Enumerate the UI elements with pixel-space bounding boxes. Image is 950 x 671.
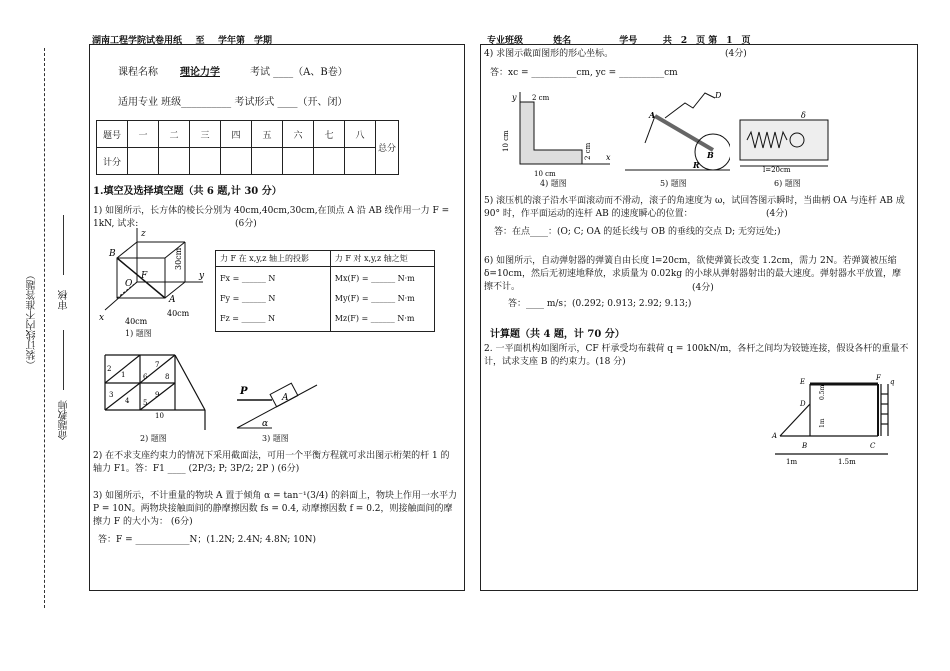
force-h1: 力 F 在 x,y,z 轴上的投影	[216, 251, 331, 267]
svg-text:α: α	[262, 419, 269, 429]
svg-text:z: z	[141, 229, 146, 239]
truss-num-9: 10	[155, 412, 164, 420]
score-h5: 五	[252, 121, 283, 148]
fig4-dim-0: 2 cm	[532, 94, 550, 102]
score-h3: 三	[190, 121, 221, 148]
q3-text: 3) 如图所示，不计重量的物块 A 置于倾角 α = tan⁻¹(3/4) 的斜面上，物块上作用一水平力 P = 10N。两物块接触面间的静摩擦因数 fs = 0.4, 动摩擦因数 f = 0.2，则接触面间的摩擦力 F 的大小为： (6分)	[93, 491, 458, 527]
binding-line-label: （装订线内不准答题）	[27, 270, 38, 370]
fig1-dim-1: 40cm	[167, 309, 190, 318]
score-h7: 七	[314, 121, 345, 148]
fig5-mechanism	[625, 88, 730, 180]
mz-answer[interactable]: Mz(F) = ______ N·m	[334, 314, 415, 323]
score-cell[interactable]	[345, 148, 376, 175]
fig7-label-1: F	[876, 374, 881, 382]
q2-text: 2) 在不求支座约束力的情况下采用截面法，可用一个平衡方程就可求出图示桁架的杆 1 的轴力 F1。答：F1 ____ (2P/3; P; 3P/2; 2P ) (6分)	[93, 451, 450, 474]
fig7-label-10: 1.5m	[838, 458, 856, 466]
truss-num-2: 3	[109, 391, 114, 399]
course-name: 理论力学	[180, 67, 220, 78]
setter-line	[63, 330, 64, 390]
svg-text:y: y	[199, 271, 205, 281]
score-cell[interactable]	[221, 148, 252, 175]
fig7-label-6: C	[870, 442, 876, 450]
score-cell[interactable]	[159, 148, 190, 175]
svg-text:A: A	[649, 110, 656, 120]
fig4-dim-1: 10 cm	[502, 130, 510, 152]
fig7-label-9: 1m	[786, 458, 798, 466]
major-line: 适用专业 班级__________ 考试形式 ____（开、闭）	[118, 97, 348, 108]
score-table	[96, 120, 399, 175]
score-total: 总分	[376, 121, 399, 175]
q5-answer[interactable]: 答：在点____：(O; C; OA 的延长线与 OB 的垂线的交点 D; 无穷远处;)	[494, 227, 781, 237]
c2-text: 2. 一平面机构如图所示，CF 杆承受均布载荷 q = 100kN/m，各杆之间均为铰链连接，假设各杆的重量不计，试求支座 B 的约束力。(18 分)	[484, 344, 909, 367]
svg-text:D: D	[715, 91, 722, 100]
header-left: 湖南工程学院试卷用纸___至___学年第__学期	[92, 36, 273, 46]
reviewer-line	[63, 215, 64, 275]
fig7-label-8: 1m	[819, 418, 826, 428]
svg-text:B: B	[109, 249, 116, 259]
fig7-label-5: B	[802, 442, 808, 450]
binding-line	[44, 48, 45, 608]
fy-answer[interactable]: Fy = ______ N	[220, 294, 276, 303]
fig7-frame	[760, 372, 900, 467]
score-row-label: 计分	[97, 148, 128, 175]
q3-answer[interactable]: 答：F = ____________N；(1.2N; 2.4N; 4.8N; 10N)	[98, 535, 317, 545]
fig3-caption: 3) 题图	[262, 434, 289, 443]
svg-text:F: F	[141, 271, 148, 281]
truss-num-5: 6	[143, 373, 148, 381]
q5-points: (4分)	[766, 209, 788, 219]
fig4-dim-2: 2 cm	[584, 142, 592, 160]
svg-text:O: O	[125, 279, 133, 289]
q6-text: 6) 如图所示，自动弹射器的弹簧自由长度 l=20cm，欲使弹簧长改变 1.2cm，需力 2N。若弹簧被压缩 δ=10cm，然后无初速地释放，求质量为 0.02kg 的小球从弹射器射出的最大速度。弹射器水平放置，摩擦不计。	[484, 256, 901, 292]
q6-points: (4分)	[692, 283, 714, 293]
mx-answer[interactable]: Mx(F) = ______ N·m	[334, 274, 415, 283]
fig6-caption: 6) 题图	[774, 179, 801, 188]
calc-title: 计算题（共 4 题，计 70 分）	[490, 329, 625, 340]
fig2-caption: 2) 题图	[140, 434, 167, 443]
q4-points: (4分)	[725, 49, 747, 59]
fig6-delta: δ	[801, 111, 806, 120]
force-h2: 力 F 对 x,y,z 轴之矩	[330, 251, 434, 267]
score-h4: 四	[221, 121, 252, 148]
course-name-label: 课程名称	[118, 67, 158, 78]
fig6-spring	[735, 110, 835, 172]
section1-title: 1.填空及选择填空题（共 6 题,计 30 分）	[93, 186, 282, 197]
score-h8: 八	[345, 121, 376, 148]
truss-num-8: 9	[155, 391, 160, 399]
fig7-label-0: E	[800, 378, 806, 386]
exam-type: 考试 ____（A、B卷）	[250, 67, 348, 78]
score-cell[interactable]	[128, 148, 159, 175]
truss-num-7: 8	[165, 373, 170, 381]
q6-answer[interactable]: 答：____ m/s；(0.292; 0.913; 2.92; 9.13;)	[508, 299, 692, 309]
svg-text:R: R	[693, 160, 700, 170]
svg-text:B: B	[707, 150, 714, 160]
svg-text:y: y	[512, 93, 517, 102]
fig1-caption: 1) 题图	[125, 329, 152, 338]
truss-num-0: 1	[121, 371, 126, 379]
score-cell[interactable]	[283, 148, 314, 175]
score-h1: 一	[128, 121, 159, 148]
fig1-dim-2: 40cm	[125, 317, 148, 326]
setter-label: 命题教师	[59, 400, 70, 440]
fig3-incline	[232, 380, 322, 435]
truss-num-3: 4	[125, 397, 130, 405]
score-h2: 二	[159, 121, 190, 148]
q5-text: 5) 滚压机的滚子沿水平面滚动而不滑动，滚子的角速度为 ω，试回答图示瞬时，当曲柄 OA 与连杆 AB 成 90° 时，作平面运动的连杆 AB 的速度瞬心的位置：	[484, 196, 905, 219]
fig5-caption: 5) 题图	[660, 179, 687, 188]
svg-text:x: x	[99, 313, 105, 323]
q4-answer[interactable]: 答：xc = __________cm, yc = __________cm	[490, 68, 678, 78]
fig7-label-3: D	[800, 400, 806, 408]
fx-answer[interactable]: Fx = ______ N	[220, 274, 276, 283]
svg-text:x: x	[606, 153, 611, 162]
truss-num-1: 2	[107, 365, 112, 373]
fig6-length: l=20cm	[763, 166, 791, 172]
fz-answer[interactable]: Fz = ______ N	[220, 314, 276, 323]
score-cell[interactable]	[252, 148, 283, 175]
fig1-cube	[95, 228, 215, 338]
fig7-label-4: A	[772, 432, 778, 440]
header-right: 专业班级______ 姓名__________ 学号_____ 共__2__页 第__1__页	[487, 36, 751, 46]
svg-text:A: A	[169, 295, 176, 305]
truss-num-4: 5	[143, 399, 148, 407]
score-cell[interactable]	[314, 148, 345, 175]
q1-text: 1) 如图所示，长方体的棱长分别为 40cm,40cm,30cm,在顶点 A 沿 AB 线作用一力 F = 1kN, 试求:	[93, 206, 450, 229]
score-cell[interactable]	[190, 148, 221, 175]
fig7-label-2: q	[890, 378, 895, 386]
fig2-truss	[95, 345, 225, 440]
my-answer[interactable]: My(F) = ______ N·m	[334, 294, 415, 303]
reviewer-label: 审核	[59, 290, 70, 310]
q4-text: 4) 求图示截面图形的形心坐标。	[484, 49, 614, 59]
fig4-section	[492, 92, 617, 182]
svg-text:P: P	[240, 386, 248, 397]
fig4-caption: 4) 题图	[540, 179, 567, 188]
force-table	[215, 250, 435, 332]
truss-num-6: 7	[155, 361, 160, 369]
fig4-dim-3: 10 cm	[534, 170, 556, 178]
svg-text:A: A	[282, 393, 289, 403]
score-h0: 题号	[97, 121, 128, 148]
score-h6: 六	[283, 121, 314, 148]
q1-points: (6分)	[235, 219, 257, 229]
fig1-dim-0: 30cm	[174, 247, 183, 270]
fig7-label-7: 0.5m	[819, 384, 826, 400]
